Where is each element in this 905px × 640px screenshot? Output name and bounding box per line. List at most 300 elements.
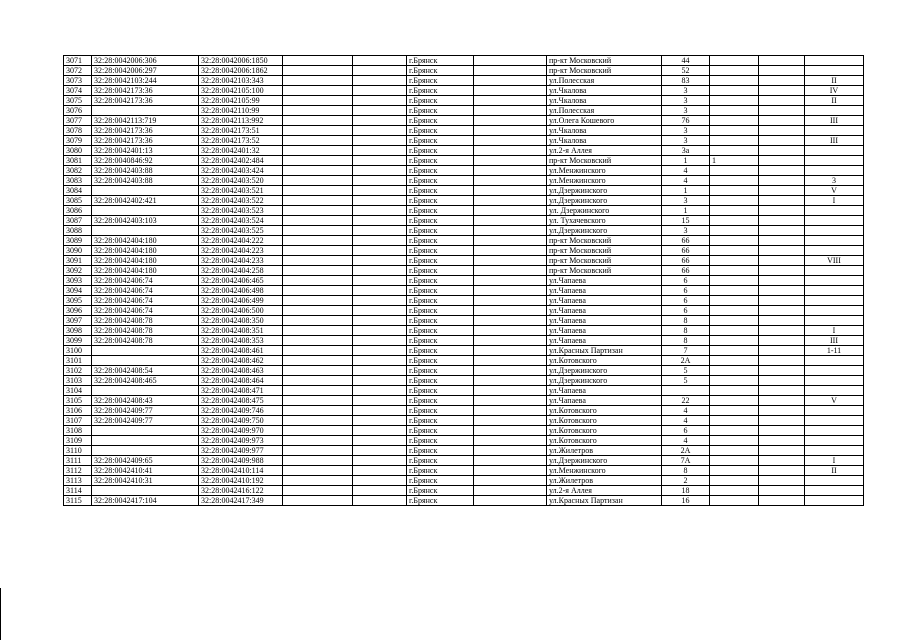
col-empty-3-cell: [474, 216, 547, 226]
city-cell: г.Брянск: [407, 486, 474, 496]
col-empty-2-cell: [353, 176, 407, 186]
house-number-cell: 8: [662, 326, 710, 336]
city-cell: г.Брянск: [407, 216, 474, 226]
col-empty-2-cell: [353, 366, 407, 376]
col-empty-1-cell: [283, 126, 353, 136]
col-empty-1-cell: [283, 276, 353, 286]
literal-cell: [805, 156, 864, 166]
cadastral-object-cell: 32:28:0042006:1850: [199, 56, 283, 66]
cadastral-parcel-cell: 32:28:0042410:41: [92, 466, 199, 476]
table-row: [64, 286, 864, 296]
cadastral-parcel-cell: 32:28:0042402:421: [92, 196, 199, 206]
col-empty-4-cell: [759, 96, 805, 106]
city-cell: г.Брянск: [407, 136, 474, 146]
house-number-cell: 3а: [662, 146, 710, 156]
col-empty-1-cell: [283, 406, 353, 416]
city-cell: г.Брянск: [407, 436, 474, 446]
house-number-cell: 3: [662, 86, 710, 96]
building-cell: [710, 266, 759, 276]
table-row: [64, 436, 864, 446]
col-empty-1-cell: [283, 376, 353, 386]
col-empty-2-cell: [353, 356, 407, 366]
col-empty-3-cell: [474, 416, 547, 426]
row-number-cell: 3095: [64, 296, 92, 306]
literal-cell: [805, 276, 864, 286]
street-cell: ул.Красных Партизан: [547, 496, 662, 506]
table-row: [64, 476, 864, 486]
col-empty-3-cell: [474, 246, 547, 256]
building-cell: [710, 256, 759, 266]
col-empty-2-cell: [353, 386, 407, 396]
house-number-cell: 44: [662, 56, 710, 66]
house-number-cell: 6: [662, 306, 710, 316]
street-cell: ул.Чапаева: [547, 386, 662, 396]
col-empty-1-cell: [283, 326, 353, 336]
row-number-cell: 3074: [64, 86, 92, 96]
col-empty-3-cell: [474, 296, 547, 306]
building-cell: [710, 476, 759, 486]
street-cell: ул.Дзержинского: [547, 186, 662, 196]
literal-cell: 1-11: [805, 346, 864, 356]
cadastral-parcel-cell: 32:28:0042409:65: [92, 456, 199, 466]
col-empty-2-cell: [353, 136, 407, 146]
col-empty-4-cell: [759, 346, 805, 356]
row-number-cell: 3092: [64, 266, 92, 276]
city-cell: г.Брянск: [407, 396, 474, 406]
col-empty-4-cell: [759, 466, 805, 476]
cadastral-object-cell: 32:28:0042408:471: [199, 386, 283, 396]
table-row: [64, 216, 864, 226]
table-row: [64, 156, 864, 166]
city-cell: г.Брянск: [407, 346, 474, 356]
col-empty-3-cell: [474, 326, 547, 336]
building-cell: [710, 336, 759, 346]
city-cell: г.Брянск: [407, 336, 474, 346]
cadastral-parcel-cell: 32:28:0042408:54: [92, 366, 199, 376]
col-empty-4-cell: [759, 246, 805, 256]
street-cell: пр-кт Московский: [547, 66, 662, 76]
col-empty-2-cell: [353, 186, 407, 196]
col-empty-4-cell: [759, 486, 805, 496]
cadastral-object-cell: 32:28:0042408:475: [199, 396, 283, 406]
table-row: [64, 96, 864, 106]
cadastral-parcel-cell: 32:28:0042404:180: [92, 246, 199, 256]
col-empty-2-cell: [353, 346, 407, 356]
row-number-cell: 3086: [64, 206, 92, 216]
col-empty-3-cell: [474, 466, 547, 476]
row-number-cell: 3081: [64, 156, 92, 166]
col-empty-4-cell: [759, 306, 805, 316]
table-row: [64, 296, 864, 306]
row-number-cell: 3090: [64, 246, 92, 256]
building-cell: [710, 366, 759, 376]
cadastral-parcel-cell: [92, 446, 199, 456]
col-empty-1-cell: [283, 206, 353, 216]
cadastral-object-cell: 32:28:0042408:464: [199, 376, 283, 386]
literal-cell: II: [805, 76, 864, 86]
city-cell: г.Брянск: [407, 256, 474, 266]
street-cell: ул.Чкалова: [547, 136, 662, 146]
building-cell: [710, 316, 759, 326]
cadastral-object-cell: 32:28:0042406:498: [199, 286, 283, 296]
col-empty-3-cell: [474, 386, 547, 396]
col-empty-2-cell: [353, 126, 407, 136]
col-empty-3-cell: [474, 156, 547, 166]
house-number-cell: 66: [662, 246, 710, 256]
col-empty-3-cell: [474, 346, 547, 356]
col-empty-1-cell: [283, 476, 353, 486]
cadastral-object-cell: 32:28:0042173:52: [199, 136, 283, 146]
building-cell: [710, 416, 759, 426]
city-cell: г.Брянск: [407, 276, 474, 286]
building-cell: [710, 136, 759, 146]
row-number-cell: 3080: [64, 146, 92, 156]
row-number-cell: 3073: [64, 76, 92, 86]
col-empty-4-cell: [759, 226, 805, 236]
cadastral-parcel-cell: 32:28:0042173:36: [92, 136, 199, 146]
cadastral-parcel-cell: [92, 206, 199, 216]
col-empty-2-cell: [353, 86, 407, 96]
cadastral-object-cell: 32:28:0042408:463: [199, 366, 283, 376]
literal-cell: VIII: [805, 256, 864, 266]
col-empty-1-cell: [283, 386, 353, 396]
cadastral-object-cell: 32:28:0042410:114: [199, 466, 283, 476]
col-empty-3-cell: [474, 126, 547, 136]
building-cell: 1: [710, 156, 759, 166]
col-empty-4-cell: [759, 156, 805, 166]
cadastral-parcel-cell: [92, 106, 199, 116]
cadastral-parcel-cell: 32:28:0042417:104: [92, 496, 199, 506]
col-empty-4-cell: [759, 86, 805, 96]
table-row: [64, 106, 864, 116]
building-cell: [710, 96, 759, 106]
building-cell: [710, 86, 759, 96]
building-cell: [710, 456, 759, 466]
cadastral-object-cell: 32:28:0042403:522: [199, 196, 283, 206]
col-empty-4-cell: [759, 136, 805, 146]
street-cell: пр-кт Московский: [547, 256, 662, 266]
city-cell: г.Брянск: [407, 226, 474, 236]
col-empty-2-cell: [353, 156, 407, 166]
city-cell: г.Брянск: [407, 426, 474, 436]
city-cell: г.Брянск: [407, 186, 474, 196]
col-empty-3-cell: [474, 256, 547, 266]
street-cell: пр-кт Московский: [547, 266, 662, 276]
cadastral-object-cell: 32:28:0042404:258: [199, 266, 283, 276]
cadastral-parcel-cell: 32:28:0042113:719: [92, 116, 199, 126]
street-cell: ул.Полесская: [547, 106, 662, 116]
literal-cell: [805, 246, 864, 256]
house-number-cell: 6: [662, 426, 710, 436]
col-empty-3-cell: [474, 446, 547, 456]
cadastral-object-cell: 32:28:0042110:99: [199, 106, 283, 116]
literal-cell: [805, 316, 864, 326]
col-empty-3-cell: [474, 196, 547, 206]
street-cell: ул.Олега Кошевого: [547, 116, 662, 126]
cadastral-object-cell: 32:28:0042416:122: [199, 486, 283, 496]
col-empty-4-cell: [759, 496, 805, 506]
row-number-cell: 3094: [64, 286, 92, 296]
city-cell: г.Брянск: [407, 416, 474, 426]
house-number-cell: 3: [662, 126, 710, 136]
cadastral-object-cell: 32:28:0042402:484: [199, 156, 283, 166]
house-number-cell: 3: [662, 136, 710, 146]
table-row: [64, 196, 864, 206]
street-cell: ул.Котовского: [547, 356, 662, 366]
cadastral-object-cell: 32:28:0042403:520: [199, 176, 283, 186]
table-row: [64, 376, 864, 386]
street-cell: ул.Чкалова: [547, 96, 662, 106]
literal-cell: [805, 286, 864, 296]
building-cell: [710, 186, 759, 196]
table-row: [64, 356, 864, 366]
col-empty-1-cell: [283, 416, 353, 426]
house-number-cell: 4: [662, 436, 710, 446]
col-empty-4-cell: [759, 366, 805, 376]
col-empty-3-cell: [474, 456, 547, 466]
cadastral-parcel-cell: 32:28:0042404:180: [92, 266, 199, 276]
col-empty-4-cell: [759, 66, 805, 76]
row-number-cell: 3104: [64, 386, 92, 396]
col-empty-3-cell: [474, 396, 547, 406]
col-empty-1-cell: [283, 256, 353, 266]
house-number-cell: 6: [662, 276, 710, 286]
house-number-cell: 5: [662, 366, 710, 376]
cadastral-parcel-cell: [92, 436, 199, 446]
col-empty-1-cell: [283, 176, 353, 186]
literal-cell: IV: [805, 86, 864, 96]
street-cell: ул.Чкалова: [547, 86, 662, 96]
city-cell: г.Брянск: [407, 466, 474, 476]
house-number-cell: 16: [662, 496, 710, 506]
col-empty-4-cell: [759, 396, 805, 406]
literal-cell: [805, 146, 864, 156]
building-cell: [710, 296, 759, 306]
row-number-cell: 3096: [64, 306, 92, 316]
city-cell: г.Брянск: [407, 476, 474, 486]
literal-cell: [805, 446, 864, 456]
row-number-cell: 3101: [64, 356, 92, 366]
literal-cell: [805, 66, 864, 76]
building-cell: [710, 206, 759, 216]
house-number-cell: 8: [662, 316, 710, 326]
cadastral-object-cell: 32:28:0042406:499: [199, 296, 283, 306]
house-number-cell: [662, 386, 710, 396]
cadastral-parcel-cell: 32:28:0042410:31: [92, 476, 199, 486]
col-empty-3-cell: [474, 186, 547, 196]
street-cell: ул.Жилетров: [547, 476, 662, 486]
table-row: [64, 366, 864, 376]
cadastral-object-cell: 32:28:0042409:973: [199, 436, 283, 446]
literal-cell: [805, 416, 864, 426]
row-number-cell: 3082: [64, 166, 92, 176]
col-empty-4-cell: [759, 76, 805, 86]
street-cell: ул.Чапаева: [547, 326, 662, 336]
row-number-cell: 3098: [64, 326, 92, 336]
building-cell: [710, 306, 759, 316]
literal-cell: [805, 406, 864, 416]
row-number-cell: 3105: [64, 396, 92, 406]
street-cell: ул.Чапаева: [547, 296, 662, 306]
col-empty-4-cell: [759, 166, 805, 176]
row-number-cell: 3099: [64, 336, 92, 346]
literal-cell: [805, 356, 864, 366]
cadastral-object-cell: 32:28:0042401:32: [199, 146, 283, 156]
col-empty-1-cell: [283, 66, 353, 76]
col-empty-4-cell: [759, 56, 805, 66]
row-number-cell: 3114: [64, 486, 92, 496]
table-row: [64, 256, 864, 266]
building-cell: [710, 376, 759, 386]
street-cell: ул.Дзержинского: [547, 226, 662, 236]
street-cell: ул.Менжинского: [547, 176, 662, 186]
col-empty-2-cell: [353, 246, 407, 256]
col-empty-2-cell: [353, 276, 407, 286]
cadastral-parcel-cell: [92, 486, 199, 496]
street-cell: ул.Чапаева: [547, 336, 662, 346]
col-empty-4-cell: [759, 216, 805, 226]
literal-cell: [805, 486, 864, 496]
city-cell: г.Брянск: [407, 196, 474, 206]
col-empty-4-cell: [759, 236, 805, 246]
cadastral-object-cell: 32:28:0042404:222: [199, 236, 283, 246]
table-row: [64, 166, 864, 176]
building-cell: [710, 496, 759, 506]
literal-cell: [805, 426, 864, 436]
house-number-cell: 3: [662, 226, 710, 236]
cadastral-parcel-cell: [92, 186, 199, 196]
cadastral-parcel-cell: 32:28:0042006:306: [92, 56, 199, 66]
city-cell: г.Брянск: [407, 246, 474, 256]
house-number-cell: 1: [662, 186, 710, 196]
cadastral-object-cell: 32:28:0042403:523: [199, 206, 283, 216]
table-row: [64, 486, 864, 496]
col-empty-1-cell: [283, 286, 353, 296]
col-empty-4-cell: [759, 176, 805, 186]
building-cell: [710, 116, 759, 126]
cadastral-parcel-cell: 32:28:0042408:43: [92, 396, 199, 406]
street-cell: ул.Полесская: [547, 76, 662, 86]
col-empty-2-cell: [353, 66, 407, 76]
col-empty-1-cell: [283, 226, 353, 236]
cadastral-parcel-cell: 32:28:0042173:36: [92, 126, 199, 136]
col-empty-2-cell: [353, 326, 407, 336]
col-empty-3-cell: [474, 236, 547, 246]
cadastral-parcel-cell: [92, 226, 199, 236]
col-empty-1-cell: [283, 356, 353, 366]
col-empty-1-cell: [283, 96, 353, 106]
col-empty-1-cell: [283, 76, 353, 86]
col-empty-3-cell: [474, 356, 547, 366]
building-cell: [710, 486, 759, 496]
cadastral-parcel-cell: [92, 346, 199, 356]
house-number-cell: 76: [662, 116, 710, 126]
literal-cell: [805, 266, 864, 276]
col-empty-2-cell: [353, 56, 407, 66]
col-empty-3-cell: [474, 206, 547, 216]
house-number-cell: 4: [662, 166, 710, 176]
city-cell: г.Брянск: [407, 206, 474, 216]
col-empty-1-cell: [283, 306, 353, 316]
house-number-cell: 15: [662, 216, 710, 226]
building-cell: [710, 446, 759, 456]
city-cell: г.Брянск: [407, 316, 474, 326]
cadastral-object-cell: 32:28:0042404:233: [199, 256, 283, 266]
house-number-cell: 3: [662, 96, 710, 106]
city-cell: г.Брянск: [407, 286, 474, 296]
col-empty-4-cell: [759, 386, 805, 396]
literal-cell: V: [805, 396, 864, 406]
street-cell: ул.Чапаева: [547, 316, 662, 326]
cadastral-parcel-cell: 32:28:0042406:74: [92, 286, 199, 296]
col-empty-4-cell: [759, 416, 805, 426]
col-empty-3-cell: [474, 306, 547, 316]
street-cell: ул.Чапаева: [547, 286, 662, 296]
table-row: [64, 446, 864, 456]
city-cell: г.Брянск: [407, 86, 474, 96]
row-number-cell: 3072: [64, 66, 92, 76]
building-cell: [710, 406, 759, 416]
house-number-cell: 5: [662, 376, 710, 386]
col-empty-1-cell: [283, 436, 353, 446]
cadastral-object-cell: 32:28:0042105:99: [199, 96, 283, 106]
house-number-cell: 7А: [662, 456, 710, 466]
street-cell: ул.Чапаева: [547, 306, 662, 316]
col-empty-1-cell: [283, 106, 353, 116]
literal-cell: [805, 106, 864, 116]
row-number-cell: 3077: [64, 116, 92, 126]
row-number-cell: 3111: [64, 456, 92, 466]
house-number-cell: 1: [662, 156, 710, 166]
row-number-cell: 3093: [64, 276, 92, 286]
col-empty-4-cell: [759, 256, 805, 266]
building-cell: [710, 176, 759, 186]
row-number-cell: 3097: [64, 316, 92, 326]
city-cell: г.Брянск: [407, 326, 474, 336]
col-empty-4-cell: [759, 436, 805, 446]
building-cell: [710, 466, 759, 476]
literal-cell: II: [805, 466, 864, 476]
row-number-cell: 3107: [64, 416, 92, 426]
house-number-cell: 18: [662, 486, 710, 496]
cadastral-parcel-cell: 32:28:0042408:78: [92, 326, 199, 336]
col-empty-2-cell: [353, 466, 407, 476]
cadastral-object-cell: 32:28:0042403:524: [199, 216, 283, 226]
col-empty-4-cell: [759, 196, 805, 206]
city-cell: г.Брянск: [407, 446, 474, 456]
city-cell: г.Брянск: [407, 76, 474, 86]
col-empty-1-cell: [283, 136, 353, 146]
row-number-cell: 3076: [64, 106, 92, 116]
col-empty-4-cell: [759, 446, 805, 456]
city-cell: г.Брянск: [407, 406, 474, 416]
row-number-cell: 3085: [64, 196, 92, 206]
col-empty-3-cell: [474, 316, 547, 326]
table-row: [64, 306, 864, 316]
table-row: [64, 176, 864, 186]
col-empty-2-cell: [353, 436, 407, 446]
cadastral-object-cell: 32:28:0042406:465: [199, 276, 283, 286]
street-cell: ул.Красных Партизан: [547, 346, 662, 356]
col-empty-1-cell: [283, 246, 353, 256]
city-cell: г.Брянск: [407, 176, 474, 186]
cadastral-object-cell: 32:28:0042408:351: [199, 326, 283, 336]
col-empty-2-cell: [353, 216, 407, 226]
col-empty-2-cell: [353, 316, 407, 326]
table-row: [64, 336, 864, 346]
city-cell: г.Брянск: [407, 146, 474, 156]
cadastral-parcel-cell: 32:28:0042404:180: [92, 256, 199, 266]
